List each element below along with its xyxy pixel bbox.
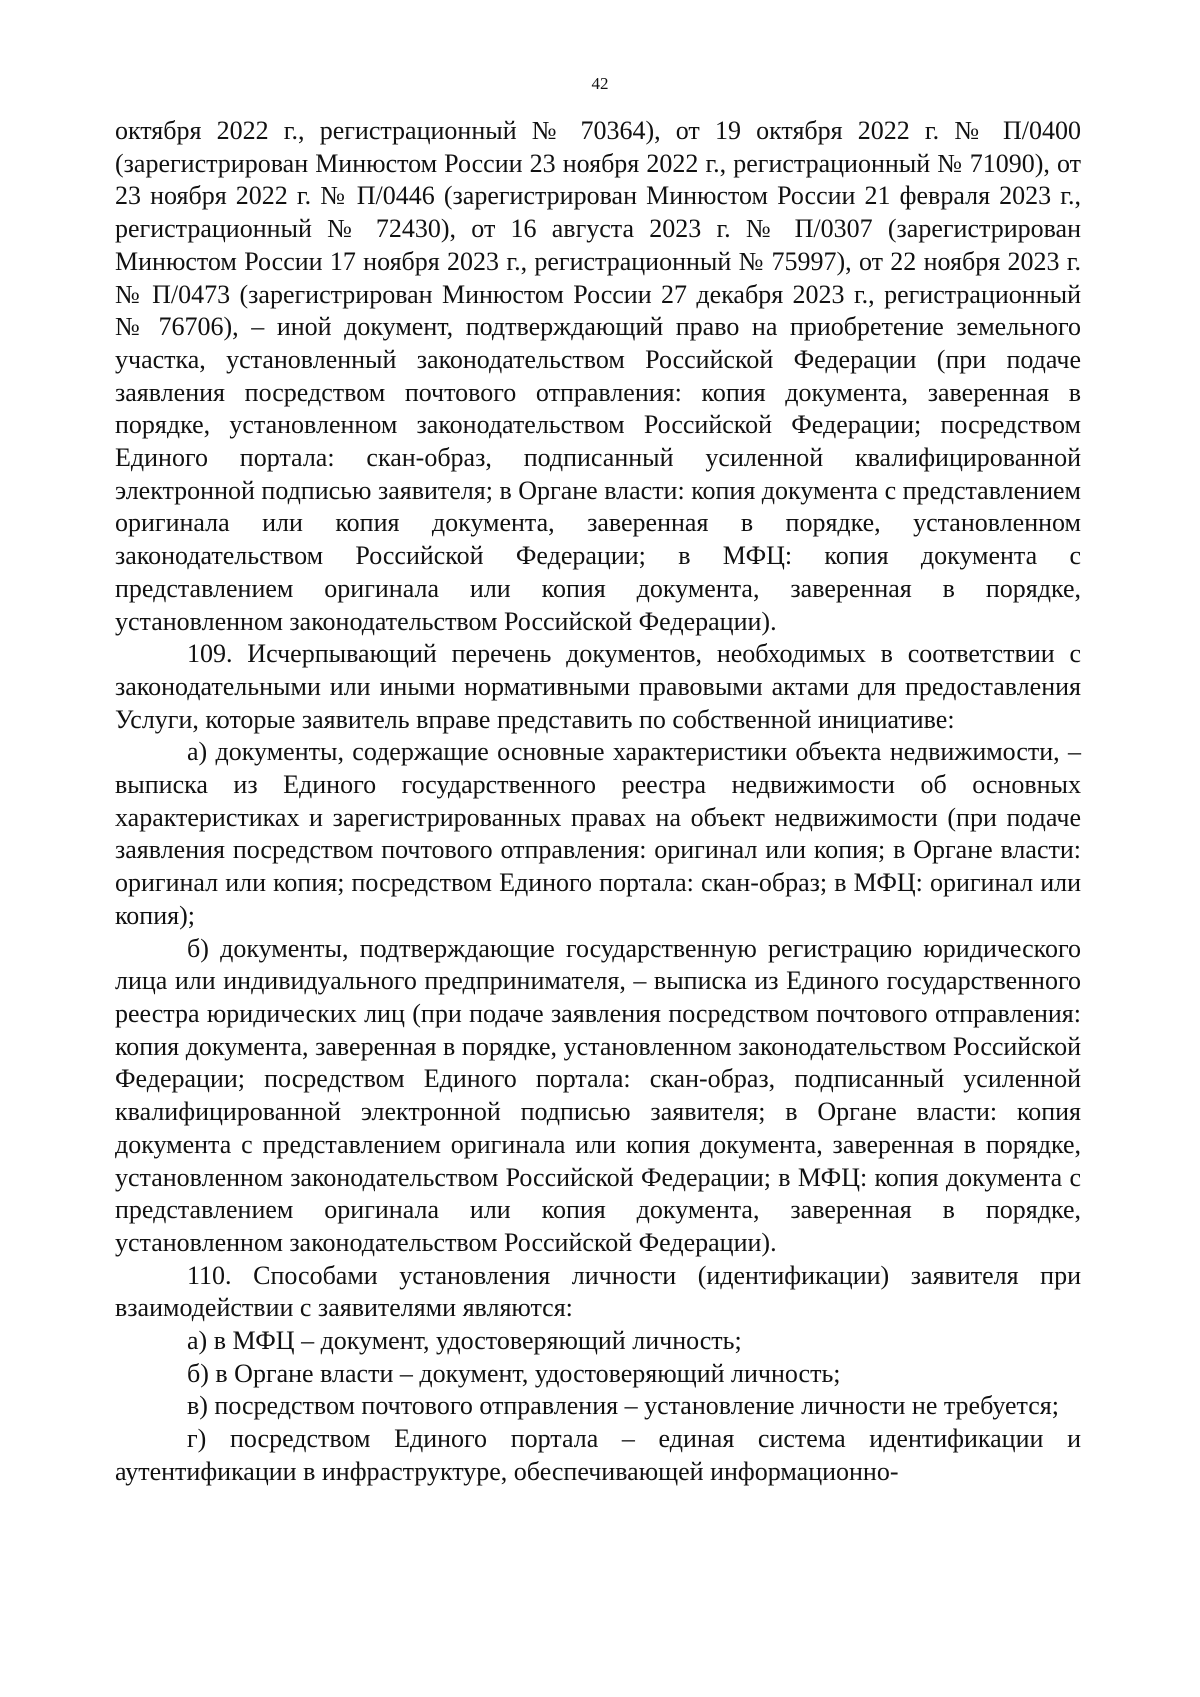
paragraph-clause-109: 109. Исчерпывающий перечень документов, необходимых в соответствии с законодательными или иными нормативными правовыми актами для предоставления Услуги, которые заявитель вправе представить по собственной инициативе:	[115, 639, 1081, 734]
paragraph-continuation: октября 2022 г., регистрационный № 70364), от 19 октября 2022 г. № П/0400 (зарегистрирован Минюстом России 23 ноября 2022 г., регистрационный № 71090), от 23 ноября 2022 г. № П/0446 (зарегистрирован Минюстом России 21 февраля 2023 г., регистрационный № 72430), от 16 августа 2023 г. № П/0307 (зарегистрирован Минюстом России 17 ноября 2023 г., регистрационный № 75997), от 22 ноября 2023 г. № П/0473 (зарегистрирован Минюстом России 27 декабря 2023 г., регистрационный № 76706), – иной документ, подтверждающий право на приобретение земельного участка, установленный законодательством Российской Федерации (при подаче заявления посредством почтового отправления: копия документа, заверенная в порядке, установленном законодательством Российской Федерации; посредством Единого портала: скан-образ, подписанный усиленной квалифицированной электронной подписью заявителя; в Органе власти: копия документа с представлением оригинала или копия документа, заверенная в порядке, установленном законодательством Российской Федерации; в МФЦ: копия документа с представлением оригинала или копия документа, заверенная в порядке, установленном законодательством Российской Федерации).	[115, 116, 1081, 636]
paragraph-clause-110: 110. Способами установления личности (идентификации) заявителя при взаимодействии с заявителями являются:	[115, 1260, 1081, 1323]
page-number: 42	[591, 74, 609, 93]
paragraph-item-a: а) документы, содержащие основные характеристики объекта недвижимости, – выписка из Единого государственного реестра недвижимости об основных характеристиках и зарегистрированных правах на объект недвижимости (при подаче заявления посредством почтового отправления: оригинал или копия; в Органе власти: оригинал или копия; посредством Единого портала: скан-образ; в МФЦ: оригинал или копия);	[115, 737, 1081, 930]
paragraph-list-item-a: а) в МФЦ – документ, удостоверяющий личность;	[187, 1326, 742, 1356]
paragraph-list-item-b: б) в Органе власти – документ, удостоверяющий личность;	[187, 1358, 841, 1388]
document-body	[115, 115, 1081, 1489]
paragraph-list-item-g: г) посредством Единого портала – единая система идентификации и аутентификации в инфраструктуре, обеспечивающей информационно-	[115, 1424, 1081, 1486]
paragraph-list-item-v: в) посредством почтового отправления – установление личности не требуется;	[187, 1391, 1059, 1421]
paragraph-item-b: б) документы, подтверждающие государственную регистрацию юридического лица или индивидуального предпринимателя, – выписка из Единого государственного реестра юридических лиц (при подаче заявления посредством почтового отправления: копия документа, заверенная в порядке, установленном законодательством Российской Федерации; посредством Единого портала: скан-образ, подписанный усиленной квалифицированной электронной подписью заявителя; в Органе власти: копия документа с представлением оригинала или копия документа, заверенная в порядке, установленном законодательством Российской Федерации; в МФЦ: копия документа с представлением оригинала или копия документа, заверенная в порядке, установленном законодательством Российской Федерации).	[115, 933, 1081, 1257]
